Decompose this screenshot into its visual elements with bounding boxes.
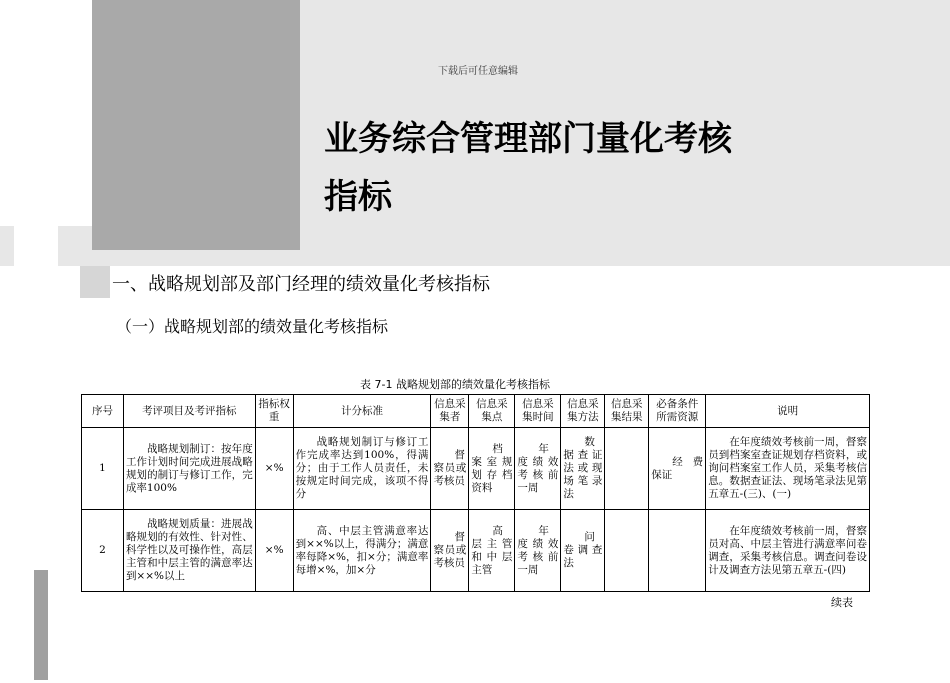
- table-caption: 表 7-1 战略规划部的绩效量化考核指标: [360, 378, 550, 391]
- header-cell: 信息采集结果: [605, 395, 649, 428]
- table-cell: 2: [82, 510, 124, 592]
- document-title-line2: 指标: [324, 177, 392, 217]
- header-cell: 序号: [82, 395, 124, 428]
- table-cell: 数据查证法或现场笔录法: [561, 428, 605, 510]
- decorative-side-bar: [34, 570, 48, 680]
- table-cell: 战略规划制订与修订工作完成率达到100%，得满分；由于工作人员责任，未按规定时间完成，该项不得分: [293, 428, 431, 510]
- header-cell: 信息采集者: [431, 395, 469, 428]
- table-cell: 高、中层主管满意率达到××%以上，得满分；满意率每降×%，扣×分；满意率每增×%，加×分: [293, 510, 431, 592]
- table-cell: 督察员或考核员: [431, 510, 469, 592]
- header-notch-square: [14, 226, 58, 266]
- table-cell: 年度绩效考核前一周: [515, 428, 561, 510]
- table-cell: 经费保证: [649, 428, 706, 510]
- table-cell: 1: [82, 428, 124, 510]
- table-cell: ×%: [255, 510, 293, 592]
- header-notch: [0, 0, 92, 226]
- watermark-text: 下载后可任意编辑: [438, 66, 518, 77]
- table-cell: 在年度绩效考核前一周，督察员对高、中层主管进行满意率问卷调查，采集考核信息。调查问卷设计及调查方法见第五章五-(四): [706, 510, 870, 592]
- table-cell: 在年度绩效考核前一周，督察员到档案室查证规划存档资料，或询问档案室工作人员，采集考核信息。数据查证法、现场笔录法见第五章五-(三)、(一): [706, 428, 870, 510]
- table-row: [82, 428, 870, 510]
- header-cell: 考评项目及考评指标: [123, 395, 255, 428]
- continued-label: 续表: [831, 596, 853, 609]
- table-cell: 战略规划制订：按年度工作计划时间完成进展战略规划的制订与修订工作，完成率100%: [123, 428, 255, 510]
- table-cell: [649, 510, 706, 592]
- header-cell: 信息采集时间: [515, 395, 561, 428]
- table-row: [82, 510, 870, 592]
- header-cell: 信息采集方法: [561, 395, 605, 428]
- kpi-table: [81, 394, 870, 592]
- table-cell: ×%: [255, 428, 293, 510]
- header-cell: 必备条件所需资源: [649, 395, 706, 428]
- table-header-row: [82, 395, 870, 428]
- table-cell: 年度绩效考核前一周: [515, 510, 561, 592]
- table-cell: [605, 428, 649, 510]
- section-title-band: [80, 266, 110, 298]
- document-title: [324, 110, 824, 226]
- header-cell: 信息采集点: [469, 395, 515, 428]
- section-title: 一、战略规划部及部门经理的绩效量化考核指标: [112, 274, 490, 295]
- header-cell: 指标权重: [255, 395, 293, 428]
- document-title-line1: 业务综合管理部门量化考核: [324, 119, 732, 159]
- table-cell: 档案室规划存档资料: [469, 428, 515, 510]
- table-cell: [605, 510, 649, 592]
- subsection-title: （一）战略规划部的绩效量化考核指标: [116, 317, 389, 336]
- table-cell: 战略规划质量：进展战略规划的有效性、针对性、科学性以及可操作性，高层主管和中层主管的满意率达到××%以上: [123, 510, 255, 592]
- table-cell: 督察员或考核员: [431, 428, 469, 510]
- header-notch-strip: [0, 226, 14, 266]
- header-cell: 说明: [706, 395, 870, 428]
- table-cell: 高层主管和中层主管: [469, 510, 515, 592]
- header-cell: 计分标准: [293, 395, 431, 428]
- decorative-gray-block: [92, 0, 300, 250]
- table-cell: 问卷调查法: [561, 510, 605, 592]
